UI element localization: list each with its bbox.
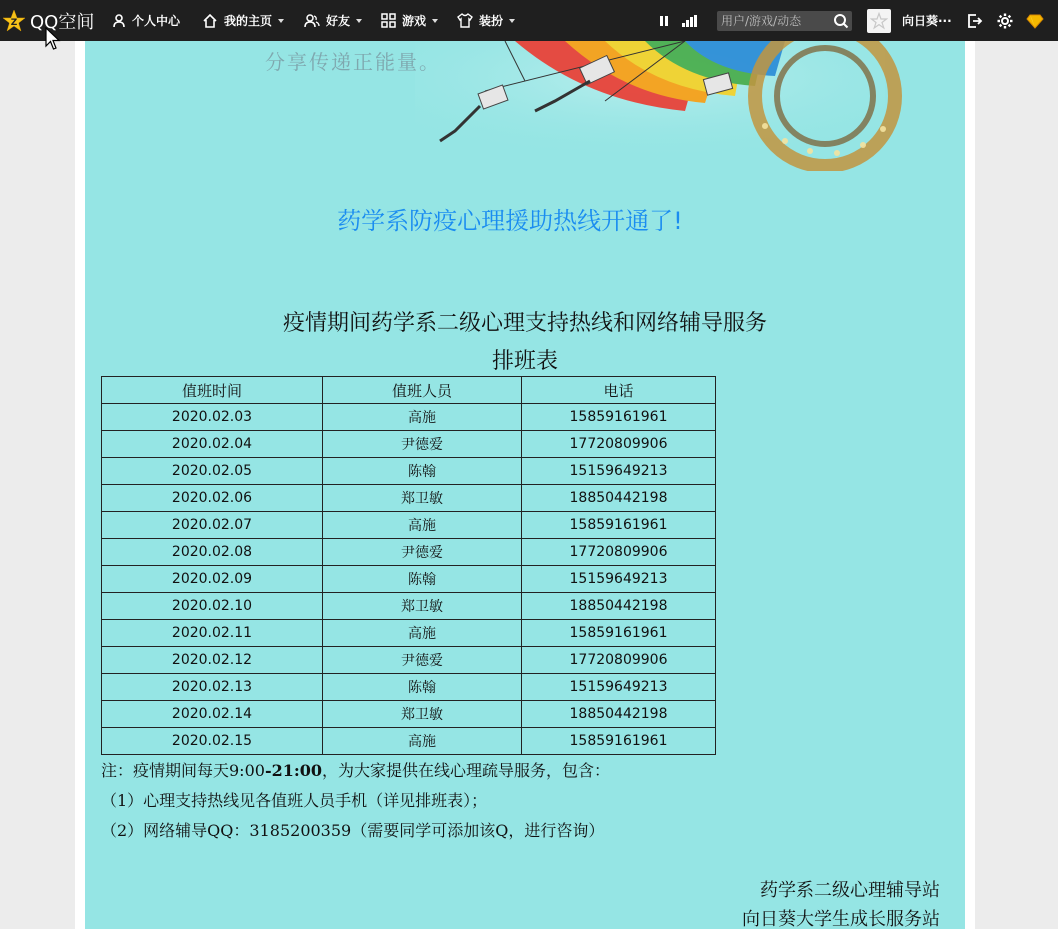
cell-duty-date: 2020.02.07	[102, 512, 323, 539]
nav-my-homepage[interactable]	[202, 0, 284, 41]
nav-label: 好友	[326, 14, 351, 28]
avatar-star-icon	[870, 12, 888, 30]
nav-personal-center[interactable]	[112, 0, 180, 41]
cell-phone: 15859161961	[522, 620, 716, 647]
cell-phone: 17720809906	[522, 539, 716, 566]
nav-label: 我的主页	[224, 14, 273, 28]
header-duty-time: 值班时间	[102, 377, 323, 404]
blog-post-content	[85, 41, 965, 929]
cell-duty-date: 2020.02.08	[102, 539, 323, 566]
table-row	[102, 593, 716, 620]
cell-phone: 17720809906	[522, 647, 716, 674]
table-row	[102, 728, 716, 755]
table-row	[102, 404, 716, 431]
note-prefix: 注：疫情期间每天9:00	[101, 761, 265, 780]
nav-label: 游戏	[402, 14, 427, 28]
svg-text:Z: Z	[10, 18, 18, 28]
cell-duty-staff: 郑卫敏	[323, 701, 522, 728]
post-headline: 药学系防疫心理援助热线开通了!	[337, 207, 683, 235]
cell-duty-date: 2020.02.09	[102, 566, 323, 593]
nav-label: 装扮	[479, 14, 504, 28]
cell-duty-date: 2020.02.03	[102, 404, 323, 431]
table-row	[102, 674, 716, 701]
note-suffix: ，为大家提供在线心理疏导服务，包含：	[322, 761, 611, 780]
banner-slogan: 分享传递正能量。	[265, 50, 441, 74]
table-row	[102, 485, 716, 512]
cell-duty-date: 2020.02.05	[102, 458, 323, 485]
table-row	[102, 458, 716, 485]
cell-phone: 15159649213	[522, 566, 716, 593]
cell-duty-staff: 尹德爱	[323, 431, 522, 458]
duty-schedule-table	[101, 376, 716, 755]
cell-duty-staff: 高施	[323, 404, 522, 431]
table-row	[102, 647, 716, 674]
username[interactable]: 向日葵···	[902, 14, 952, 28]
note-item-2: （2）网络辅导QQ：3185200359（需要同学可添加该Q，进行咨询）	[101, 821, 605, 840]
signal-bars-icon[interactable]	[680, 12, 698, 30]
table-row	[102, 431, 716, 458]
table-row	[102, 512, 716, 539]
cell-duty-date: 2020.02.12	[102, 647, 323, 674]
cell-duty-staff: 尹德爱	[323, 539, 522, 566]
schedule-subtitle: 排班表	[491, 349, 558, 374]
cell-duty-staff: 郑卫敏	[323, 485, 522, 512]
chevron-down-icon	[356, 19, 362, 23]
table-row	[102, 620, 716, 647]
cell-duty-staff: 高施	[323, 728, 522, 755]
logout-icon[interactable]	[966, 12, 984, 30]
cell-phone: 15159649213	[522, 674, 716, 701]
search-box	[717, 11, 852, 31]
cell-duty-staff: 陈翰	[323, 674, 522, 701]
table-header-row	[102, 377, 716, 404]
cell-duty-date: 2020.02.06	[102, 485, 323, 512]
diamond-vip-icon[interactable]	[1026, 12, 1044, 30]
chevron-down-icon	[278, 19, 284, 23]
friends-icon	[304, 14, 320, 28]
gear-icon[interactable]	[996, 12, 1014, 30]
cell-duty-date: 2020.02.04	[102, 431, 323, 458]
home-icon	[202, 14, 218, 28]
table-body	[102, 404, 716, 755]
logo-text: QQ空间	[30, 12, 95, 33]
cell-phone: 18850442198	[522, 485, 716, 512]
chevron-down-icon	[509, 19, 515, 23]
banner-image	[85, 41, 965, 171]
pause-icon[interactable]	[655, 12, 673, 30]
header-duty-staff: 值班人员	[323, 377, 522, 404]
cell-phone: 15159649213	[522, 458, 716, 485]
nav-friends[interactable]	[304, 0, 362, 41]
table-row	[102, 539, 716, 566]
note-item-1: （1）心理支持热线见各值班人员手机（详见排班表）；	[101, 791, 488, 810]
cell-phone: 18850442198	[522, 593, 716, 620]
cell-duty-staff: 陈翰	[323, 458, 522, 485]
mouse-cursor-icon	[45, 27, 61, 53]
chevron-down-icon	[432, 19, 438, 23]
cell-phone: 15859161961	[522, 512, 716, 539]
table-row	[102, 701, 716, 728]
nav-dress-up[interactable]	[457, 0, 515, 41]
cell-phone: 15859161961	[522, 728, 716, 755]
cell-duty-staff: 尹德爱	[323, 647, 522, 674]
signature-line-1: 药学系二级心理辅导站	[760, 880, 940, 901]
cell-duty-date: 2020.02.10	[102, 593, 323, 620]
carnival-ride-illustration	[85, 41, 965, 171]
cell-phone: 15859161961	[522, 404, 716, 431]
cell-duty-date: 2020.02.14	[102, 701, 323, 728]
cell-duty-date: 2020.02.11	[102, 620, 323, 647]
top-navigation-bar	[0, 0, 1058, 41]
avatar[interactable]	[867, 9, 891, 33]
search-icon[interactable]	[833, 13, 849, 29]
cell-duty-staff: 陈翰	[323, 566, 522, 593]
signature-line-2: 向日葵大学生成长服务站	[742, 909, 940, 929]
cell-duty-staff: 高施	[323, 620, 522, 647]
user-icon	[112, 14, 126, 28]
cell-duty-staff: 高施	[323, 512, 522, 539]
cell-duty-date: 2020.02.13	[102, 674, 323, 701]
header-phone: 电话	[522, 377, 716, 404]
note-bold-time: -21:00	[264, 761, 323, 780]
nav-games[interactable]	[381, 0, 438, 41]
cell-phone: 17720809906	[522, 431, 716, 458]
cell-phone: 18850442198	[522, 701, 716, 728]
tshirt-icon	[457, 13, 473, 28]
grid-icon	[381, 13, 396, 28]
cell-duty-staff: 郑卫敏	[323, 593, 522, 620]
note-line	[101, 758, 610, 781]
table-row	[102, 566, 716, 593]
cell-duty-date: 2020.02.15	[102, 728, 323, 755]
schedule-title: 疫情期间药学系二级心理支持热线和网络辅导服务	[282, 311, 767, 336]
nav-label: 个人中心	[132, 14, 181, 28]
qzone-star-icon	[2, 9, 26, 33]
search-input[interactable]	[717, 11, 829, 31]
